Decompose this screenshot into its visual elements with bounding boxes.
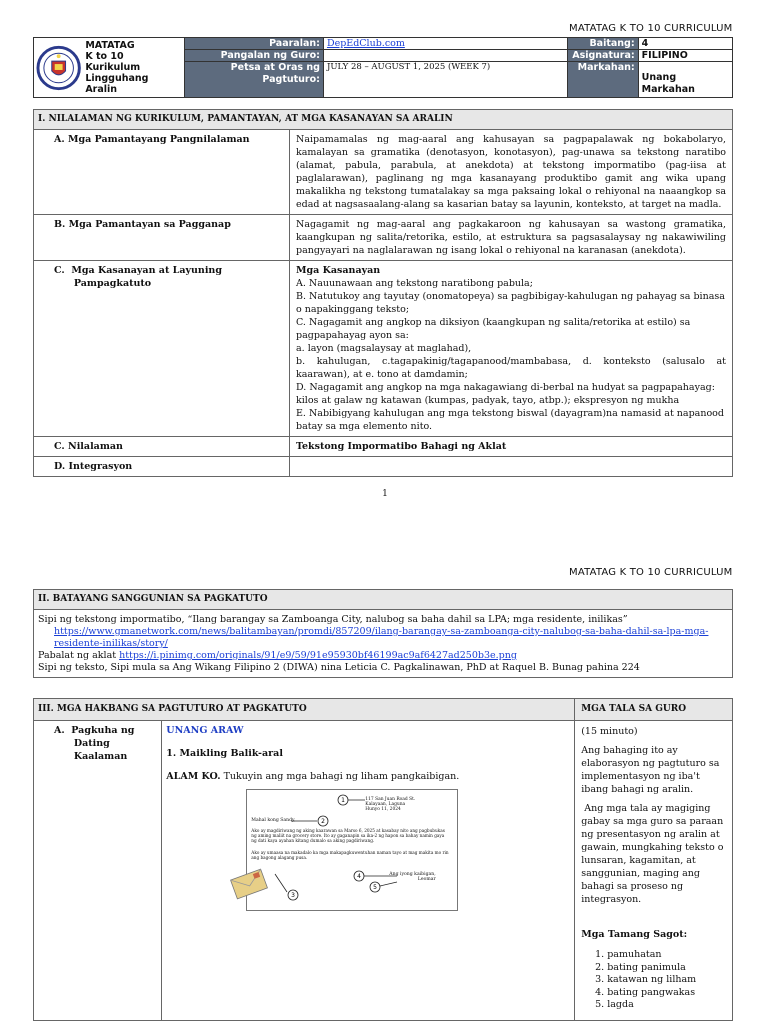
step-a-label: A. Pagkuha ng Dating Kaalaman [34, 721, 162, 1021]
row-c-line: a. layon (magsalaysay at maglahad), [296, 343, 472, 354]
teacher-value [323, 50, 567, 62]
row-a-label: A. Mga Pamantayang Pangnilalaman [34, 130, 290, 215]
row-b-content: Nagagamit ng mag-aaral ang pagkakaroon ng kahusayan sa wastong gramatika, kaangkupan ng salita/retorika, estilo, at estruktura sa pagsasalaysay ng nakawiwiling pangyayari na naglalarawan ng isang lokal o rehiyonal na karanasan (anekdota). [290, 215, 733, 261]
marker-1: 1 [341, 797, 346, 804]
row-c-content [290, 261, 733, 437]
deped-seal-icon [36, 45, 81, 91]
row-nilalaman-label: C. Nilalaman [34, 437, 290, 457]
quarter-label: Markahan: [568, 62, 638, 98]
notes-title: MGA TALA SA GURO [575, 699, 733, 721]
letter-body-2: Ako ay umaasa na makadalo ka mga makapagkuwentuhan naman tayo at mag makita mo rin ang bagong alagang pusa. [251, 850, 449, 861]
row-c-heading: Mga Kasanayan [296, 265, 381, 276]
marker-5: 5 [373, 884, 378, 891]
notes-time: (15 minuto) [581, 726, 638, 737]
section3-table [33, 698, 733, 1021]
row-c-label: C. Mga Kasanayan at Layuning Pampagkatuto [34, 261, 290, 437]
answers-list [581, 949, 726, 1012]
date-label: Petsa at Oras ng Pagtuturo: [185, 62, 324, 98]
review-title: 1. Maikling Balik-aral [166, 748, 283, 759]
row-integrasyon-label: D. Integrasyon [34, 457, 290, 477]
section3-title: III. MGA HAKBANG SA PAGTUTURO AT PAGKATUTO [34, 699, 575, 721]
logo-cell [34, 38, 185, 98]
answers-title: Mga Tamang Sagot: [581, 929, 688, 940]
notes-para-2: Ang mga tala ay magiging gabay sa mga guro sa paraan ng presentasyon ng aralin at gawain, mungkahing teksto o lunsaran, kagamitan, at sanggunian, maging ang bahagi sa proseso ng integrasyon. [581, 803, 727, 905]
letter-markers [247, 790, 457, 910]
teacher-label: Pangalan ng Guro: [185, 50, 324, 62]
answer-item: 4. bating pangwakas [607, 987, 726, 1000]
reference-link-1[interactable]: https://www.gmanetwork.com/news/balitambayan/promdi/857209/ilang-barangay-sa-zamboanga-city-nalubog-sa-baha-dahil-sa-lpa-mga-residente-inilikas/story/ [54, 626, 709, 649]
school-label: Paaralan: [185, 38, 324, 50]
row-c-line: D. Nagagamit ang angkop na mga nakagawiang di-berbal na hudyat sa pagpapahayag: kilos at galaw ng katawan (kumpas, padyak, tayo, atbp.); ekspresyon ng mukha [296, 382, 715, 406]
step-a-content [162, 721, 575, 1021]
section1-table [33, 109, 733, 477]
header-table [33, 37, 733, 98]
row-c-line: E. Nabibigyang kahulugan ang mga tekstong biswal (dayagram)na namasid at napanood batay sa mga elemento nito. [296, 408, 724, 432]
reference-1: Sipi ng tekstong impormatibo, “Ilang barangay sa Zamboanga City, nalubog sa baha dahil sa LPA; mga residente, inilikas” [38, 614, 628, 625]
row-b-label: B. Mga Pamantayan sa Pagganap [34, 215, 290, 261]
school-value [323, 38, 567, 50]
marker-2: 2 [321, 818, 326, 825]
alam-label: ALAM KO. [166, 771, 221, 782]
alam-text: Tukuyin ang mga bahagi ng liham pangkaibigan. [220, 771, 460, 782]
curriculum-label-2: MATATAG K TO 10 CURRICULUM [569, 567, 733, 578]
answer-item: 2. bating panimula [607, 962, 726, 975]
marker-3: 3 [291, 892, 296, 899]
grade-label: Baitang: [568, 38, 638, 50]
section2-table [33, 589, 733, 678]
letter-address: 117 San Juan Road St. Kalayaan, Laguna Hunyo 11, 2024 [365, 797, 416, 813]
row-nilalaman-content: Tekstong Impormatibo Bahagi ng Aklat [290, 437, 733, 457]
answer-item: 3. katawan ng lilham [607, 974, 726, 987]
reference-link-2[interactable]: https://i.pinimg.com/originals/91/e9/59/91e95930bf46199ac9af6427ad250b3e.png [119, 650, 517, 661]
quarter-value: Unang Markahan [638, 62, 732, 98]
letter-illustration [246, 789, 458, 911]
day-label: UNANG ARAW [166, 725, 244, 736]
row-a-content: Naipamamalas ng mag-aaral ang kahusayan sa pagpapalawak ng bokabolaryo, kamalayan sa gramatika (denotasyon, konotasyon), pag-unawa sa tekstong naratibo (alamat, pabula, parabula, at anekdota) at tekstong impormatibo (pag-iisa at paglalarawan), paglinang ng mga kasanayang produktibo gamit ang wika upang makalikha ng tekstong tumatalakay sa mga paksaing lokal o rehiyonal na naaangkop sa edad at nagsasaalang-alang sa kasarian batay sa layunin, konteksto, at target na madla. [290, 130, 733, 215]
row-c-line: B. Natutukoy ang tayutay (onomatopeya) sa pagbibigay-kahulugan ng pahayag sa binasa o napakinggang teksto; [296, 291, 725, 315]
answer-item: 1. pamuhatan [607, 949, 726, 962]
letter-body-1: Ako ay magdiriwang ng aking kaarawan sa Marso 6, 2025 at kasabay nito ang pagbubukas ng aming maliit na grocery store. Ito ay gaganapin sa ika-2 ng hapon sa bahay namin gaya ng dati kaya ayahan kitang dumalo sa aking pagdiriwang. [251, 828, 445, 844]
row-c-line: C. Nagagamit ang angkop na diksiyon (kaangkupan ng salita/retorika at estilo) sa pagpapahayag ayon sa: [296, 317, 691, 341]
answer-item: 5. lagda [607, 999, 726, 1012]
notes-para-1: Ang bahaging ito ay elaborasyon ng pagtuturo sa implementasyon ng iba't ibang bahagi ng aralin. [581, 745, 720, 795]
row-c-line: A. Nauunawaan ang tekstong naratibong pabula; [296, 278, 533, 289]
school-link[interactable]: DepEdClub.com [326, 38, 405, 49]
reference-3: Sipi ng teksto, Sipi mula sa Ang Wikang Filipino 2 (DIWA) nina Leticia C. Pagkalinawan, PhD at Raquel B. Bunag pahina 224 [38, 662, 640, 673]
page-number: 1 [382, 489, 388, 499]
letter-closing: Ang iyong kaibigan, Leomar [389, 872, 436, 883]
letter-greeting: Mahal kong Sandy, [251, 818, 296, 823]
marker-4: 4 [357, 873, 362, 880]
grade-value: 4 [638, 38, 732, 50]
row-c-line: b. kahulugan, c.tagapakinig/tagapanood/mambabasa, d. konteksto (salusalo at kaarawan), at e. tono at damdamin; [296, 356, 726, 380]
date-value: JULY 28 – AUGUST 1, 2025 (WEEK 7) [323, 62, 567, 98]
section1-title: I. NILALAMAN NG KURIKULUM, PAMANTAYAN, AT MGA KASANAYAN SA ARALIN [34, 110, 733, 130]
row-integrasyon-content [290, 457, 733, 477]
subject-value: FILIPINO [638, 50, 732, 62]
subject-label: Asignatura: [568, 50, 638, 62]
reference-2-prefix: Pabalat ng aklat [38, 650, 120, 661]
section2-title: II. BATAYANG SANGGUNIAN SA PAGKATUTO [34, 590, 733, 610]
references [34, 610, 733, 678]
logo-title: MATATAG K to 10 Kurikulum Lingguhang Aralin [85, 40, 149, 95]
curriculum-label: MATATAG K TO 10 CURRICULUM [569, 23, 733, 34]
notes-content [575, 721, 733, 1021]
